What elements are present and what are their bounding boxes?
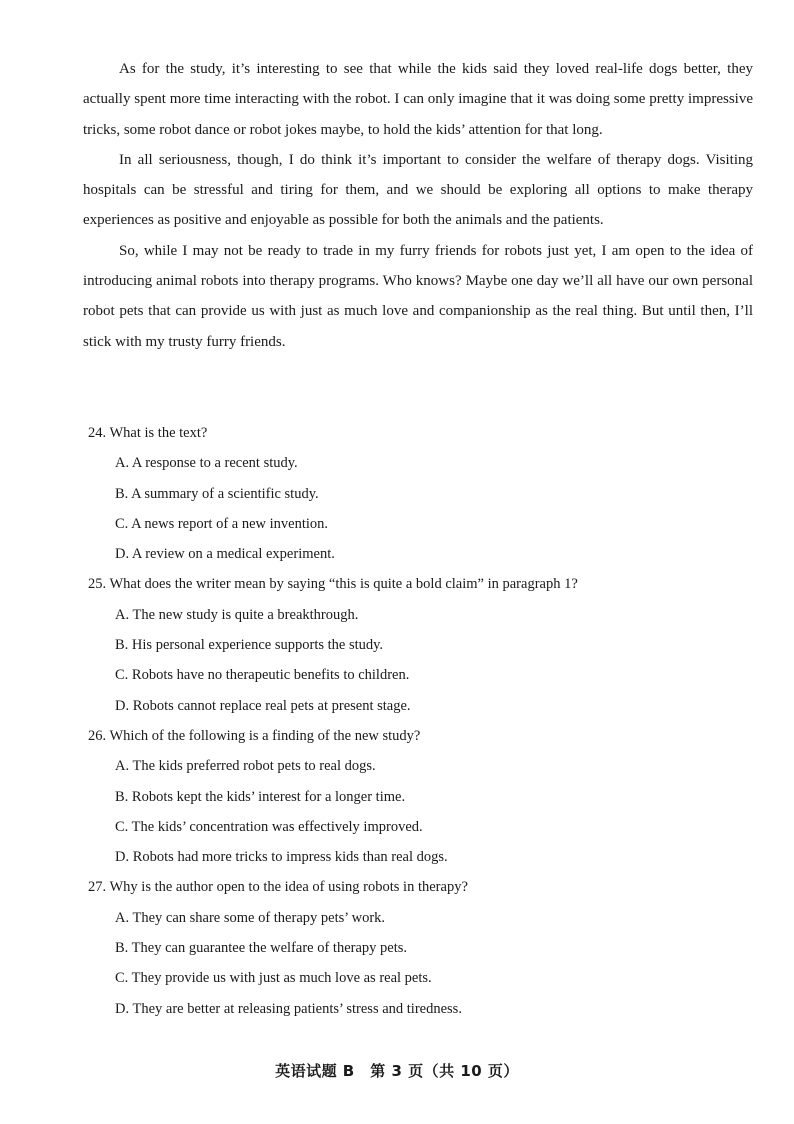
option-a: A. A response to a recent study. xyxy=(115,455,298,472)
question-26 xyxy=(88,721,748,872)
option-b: B. They can guarantee the welfare of therapy pets. xyxy=(115,940,408,957)
question-25 xyxy=(88,569,748,720)
question-24 xyxy=(88,418,748,569)
option-b: B. His personal experience supports the study. xyxy=(115,637,384,654)
option-c: C. The kids’ concentration was effectively improved. xyxy=(115,818,423,835)
question-list xyxy=(88,418,748,1024)
page-footer: 英语试题 B 第 3 页（共 10 页） xyxy=(275,1062,519,1080)
question-stem: 25. What does the writer mean by saying “this is quite a bold claim” in paragraph 1? xyxy=(88,576,578,593)
option-c: C. They provide us with just as much love as real pets. xyxy=(115,970,432,987)
passage-paragraph: As for the study, it’s interesting to see that while the kids said they loved real-life dogs better, they actually spent more time interacting with the robot. I can only imagine that it was doing some pretty impressive tricks, some robot dance or robot jokes maybe, to hold the kids’ attention for that long. xyxy=(83,61,753,138)
option-d: D. Robots cannot replace real pets at present stage. xyxy=(115,697,411,714)
option-a: A. The kids preferred robot pets to real dogs. xyxy=(115,758,376,775)
option-a: A. The new study is quite a breakthrough. xyxy=(115,606,359,623)
option-d: D. Robots had more tricks to impress kids than real dogs. xyxy=(115,849,448,866)
option-a: A. They can share some of therapy pets’ work. xyxy=(115,909,386,926)
reading-passage xyxy=(83,54,753,357)
option-d: D. A review on a medical experiment. xyxy=(115,546,335,563)
option-b: B. A summary of a scientific study. xyxy=(115,485,319,502)
passage-paragraph: So, while I may not be ready to trade in my furry friends for robots just yet, I am open to the idea of introducing animal robots into therapy programs. Who knows? Maybe one day we’ll all have our own personal robot pets that can provide us with just as much love and companionship as the real thing. But until then, I’ll stick with my trusty furry friends. xyxy=(83,242,753,350)
option-d: D. They are better at releasing patients’ stress and tiredness. xyxy=(115,1000,462,1017)
option-c: C. A news report of a new invention. xyxy=(115,515,329,532)
question-stem: 27. Why is the author open to the idea of using robots in therapy? xyxy=(88,879,468,896)
question-27 xyxy=(88,872,748,1023)
option-c: C. Robots have no therapeutic benefits to children. xyxy=(115,667,410,684)
question-stem: 24. What is the text? xyxy=(88,425,208,441)
option-b: B. Robots kept the kids’ interest for a longer time. xyxy=(115,788,406,805)
question-stem: 26. Which of the following is a finding of the new study? xyxy=(88,727,421,744)
passage-paragraph: In all seriousness, though, I do think it’s important to consider the welfare of therapy dogs. Visiting hospitals can be stressful and tiring for them, and we should be exploring all options to make therapy experiences as positive and enjoyable as possible for both the animals and the patients. xyxy=(83,151,753,229)
